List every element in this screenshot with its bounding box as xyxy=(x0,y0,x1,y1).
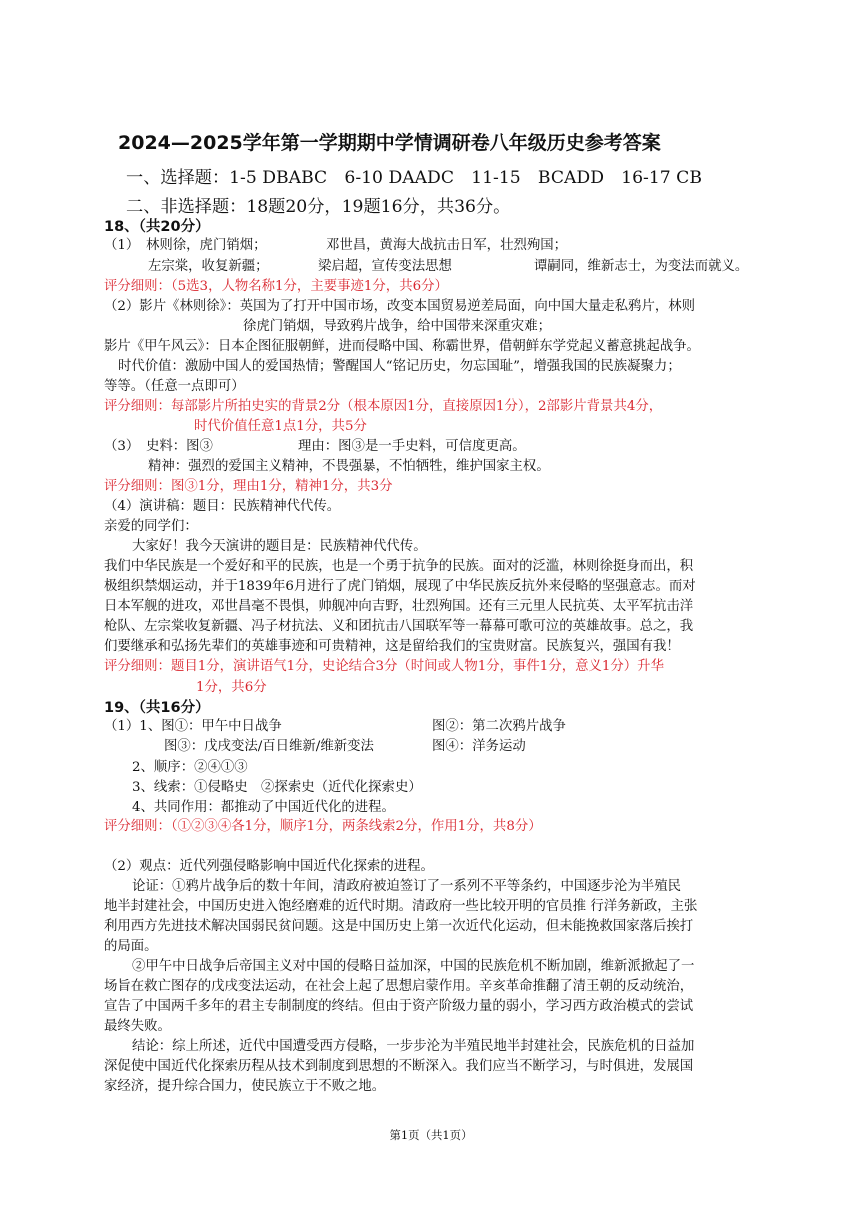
q18-p3-line1a: （3） 史料：图③ xyxy=(104,439,213,454)
q18-p4-line5: 极组织禁烟运动，并于1839年6月进行了虎门销烟，展现了中华民族反抗外来侵略的坚强意志。而对 xyxy=(104,579,696,594)
q18-p3-line1b: 理由：图③是一手史料，可信度更高。 xyxy=(298,439,526,454)
q18-p4-line8: 们要继承和弘扬先辈们的英雄事迹和可贵精神，这是留给我们的宝贵财富。民族复兴，强国有我！ xyxy=(104,639,680,654)
q18-p4-scoring-2: 1分，共6分 xyxy=(196,680,267,695)
q19-p2-line9: 最终失败。 xyxy=(104,1019,171,1034)
q18-p4-line7: 枪队、左宗棠收复新疆、冯子材抗法、义和团抗击八国联军等一幕幕可歌可泣的英雄故事。总之，我 xyxy=(104,619,694,634)
q18-p1-line1a: （1） 林则徐，虎门销烟； xyxy=(104,238,267,253)
q19-p1-line4: 3、线索：①侵略史 ②探索史（近代化探索史） xyxy=(132,780,422,795)
q19-p2-line3: 地半封建社会，中国历史进入饱经磨难的近代时期。清政府一些比较开明的官员推 行洋务新政，主张 xyxy=(104,899,698,914)
q18-p2-scoring-1: 评分细则：每部影片所拍史实的背景2分（根本原因1分，直接原因1分），2部影片背景共4分， xyxy=(104,399,663,414)
q19-p1-line1a: （1）1、图①：甲午中日战争 xyxy=(104,719,282,734)
q18-p2-line4: 时代价值：激励中国人的爱国热情；警醒国人“铭记历史，勿忘国耻”，增强我国的民族凝聚力； xyxy=(118,359,681,374)
q19-p1-line3: 2、顺序：②④①③ xyxy=(132,760,248,775)
q19-p2-line11: 深促使中国近代化探索历程从技术到制度到思想的不断深入。我们应当不断学习，与时俱进，发展国 xyxy=(104,1059,694,1074)
q18-p4-line4: 我们中华民族是一个爱好和平的民族，也是一个勇于抗争的民族。面对的泛滥，林则徐挺身而出，积 xyxy=(104,559,694,574)
q18-p3-line2: 精神：强烈的爱国主义精神，不畏强暴，不怕牺牲，维护国家主权。 xyxy=(148,459,550,474)
q18-p4-line1: （4）演讲稿：题目：民族精神代代传。 xyxy=(104,499,341,514)
q19-p2-line1: （2）观点：近代列强侵略影响中国近代化探索的进程。 xyxy=(104,859,434,874)
q19-p2-line8: 宣告了中国两千多年的君主专制制度的终结。但由于资产阶级力量的弱小，学习西方政治模式的尝试 xyxy=(104,999,694,1014)
q18-p2-line1: （2）影片《林则徐》：英国为了打开中国市场，改变本国贸易逆差局面，向中国大量走私鸦片，林则 xyxy=(104,299,696,314)
q18-p4-line3: 大家好！我今天演讲的题目是：民族精神代代传。 xyxy=(132,539,427,554)
q18-p1-line1b: 邓世昌，黄海大战抗击日军，壮烈殉国； xyxy=(326,238,568,253)
page-footer: 第1页（共1页） xyxy=(389,1128,473,1142)
section-multiple-choice: 一、选择题：1-5 DBABC 6-10 DAADC 11-15 BCADD 16-17 CB xyxy=(126,168,702,188)
q18-p2-line5: 等等。（任意一点即可） xyxy=(104,379,245,394)
q19-p1-line2b: 图④：洋务运动 xyxy=(432,739,526,754)
q19-p2-line7: 场旨在救亡图存的戊戌变法运动，在社会上起了思想启蒙作用。辛亥革命推翻了清王朝的反动统治， xyxy=(104,979,694,994)
q18-p4-line6: 日本军舰的进攻，邓世昌毫不畏惧，帅舰冲向吉野，壮烈殉国。还有三元里人民抗英、太平军抗击洋 xyxy=(104,599,694,614)
q18-p1-line2b: 梁启超，宣传变法思想 xyxy=(318,259,452,274)
q18-p2-line3: 影片《甲午风云》：日本企图征服朝鲜，进而侵略中国、称霸世界，借朝鲜东学党起义蓄意挑起战争。 xyxy=(104,339,700,354)
q19-heading: 19、（共16分） xyxy=(104,700,210,716)
q19-p2-line5: 的局面。 xyxy=(104,939,158,954)
q19-p2-line2: 论证：①鸦片战争后的数十年间，清政府被迫签订了一系列不平等条约，中国逐步沦为半殖民 xyxy=(132,879,682,894)
q18-p3-scoring: 评分细则：图③1分，理由1分，精神1分，共3分 xyxy=(104,479,393,494)
q18-heading: 18、（共20分） xyxy=(104,219,210,235)
q18-p2-scoring-2: 时代价值任意1点1分，共5分 xyxy=(194,419,367,434)
q18-p4-line2: 亲爱的同学们： xyxy=(104,519,198,534)
q18-p1-line2c: 谭嗣同，维新志士，为变法而就义。 xyxy=(534,259,749,274)
q18-p1-scoring: 评分细则：（5选3，人物名称1分，主要事迹1分，共6分） xyxy=(104,279,448,294)
q18-p1-line2a: 左宗棠，收复新疆； xyxy=(148,259,269,274)
q18-p4-scoring-1: 评分细则：题目1分，演讲语气1分，史论结合3分（时间或人物1分，事件1分，意义1分）升华 xyxy=(104,659,664,674)
q19-p2-line12: 家经济，提升综合国力，使民族立于不败之地。 xyxy=(104,1079,386,1094)
q19-p1-line2a: 图③：戊戌变法/百日维新/维新变法 xyxy=(164,739,374,754)
q19-p2-line4: 利用西方先进技术解决国弱民贫问题。这是中国历史上第一次近代化运动，但未能挽救国家落后挨打 xyxy=(104,919,694,934)
page-title: 2024—2025学年第一学期期中学情调研卷八年级历史参考答案 xyxy=(118,132,661,154)
q19-p1-line5: 4、共同作用：都推动了中国近代化的进程。 xyxy=(132,800,395,815)
q19-p2-line6: ②甲午中日战争后帝国主义对中国的侵略日益加深，中国的民族危机不断加剧，维新派掀起了一 xyxy=(132,959,695,974)
q19-p1-scoring: 评分细则：（①②③④各1分，顺序1分，两条线索2分，作用1分，共8分） xyxy=(104,819,542,834)
q19-p1-line1b: 图②：第二次鸦片战争 xyxy=(432,719,566,734)
section-non-choice: 二、非选择题：18题20分，19题16分，共36分。 xyxy=(126,197,511,217)
q18-p2-line2: 徐虎门销烟，导致鸦片战争，给中国带来深重灾难； xyxy=(243,319,551,334)
q19-p2-line10: 结论：综上所述，近代中国遭受西方侵略，一步步沦为半殖民地半封建社会，民族危机的日益加 xyxy=(132,1039,695,1054)
